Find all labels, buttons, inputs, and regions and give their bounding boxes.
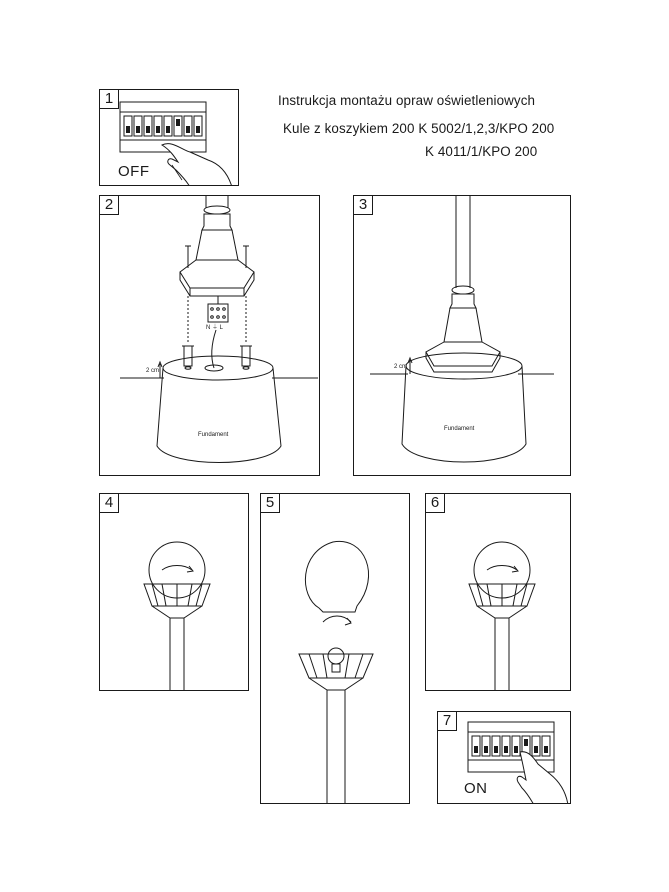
step-7-panel [437, 711, 571, 804]
off-label: OFF [118, 163, 150, 180]
step-3-panel [353, 195, 571, 476]
product-line-2: K 4011/1/KPO 200 [425, 144, 538, 159]
on-label: ON [464, 780, 488, 797]
product-line-1: Kule z koszykiem 200 K 5002/1,2,3/KPO 200 [283, 121, 555, 136]
dimension-label: 2 cm [146, 368, 160, 374]
foundation-label: Fundament [198, 432, 229, 438]
dimension-label: 2 cm [394, 364, 408, 370]
step-2-panel [99, 195, 320, 476]
document-title: Instrukcja montażu opraw oświetleniowych [278, 93, 536, 108]
globe-install-illustration [100, 494, 249, 691]
step-number: 7 [437, 711, 457, 731]
foundation-label: Fundament [444, 426, 475, 432]
connector-label: N ⏚ L [206, 325, 224, 331]
step-1-panel [99, 89, 239, 186]
bulb-install-illustration [261, 494, 410, 804]
mounted-post-illustration [354, 196, 571, 476]
globe-installed-illustration [426, 494, 571, 691]
breaker-on-illustration [438, 712, 571, 804]
step-4-panel [99, 493, 249, 691]
step-5-panel [260, 493, 410, 804]
step-number: 5 [260, 493, 280, 513]
step-number: 4 [99, 493, 119, 513]
step-number: 6 [425, 493, 445, 513]
step-number: 1 [99, 89, 119, 109]
step-6-panel [425, 493, 571, 691]
step-number: 2 [99, 195, 119, 215]
step-number: 3 [353, 195, 373, 215]
